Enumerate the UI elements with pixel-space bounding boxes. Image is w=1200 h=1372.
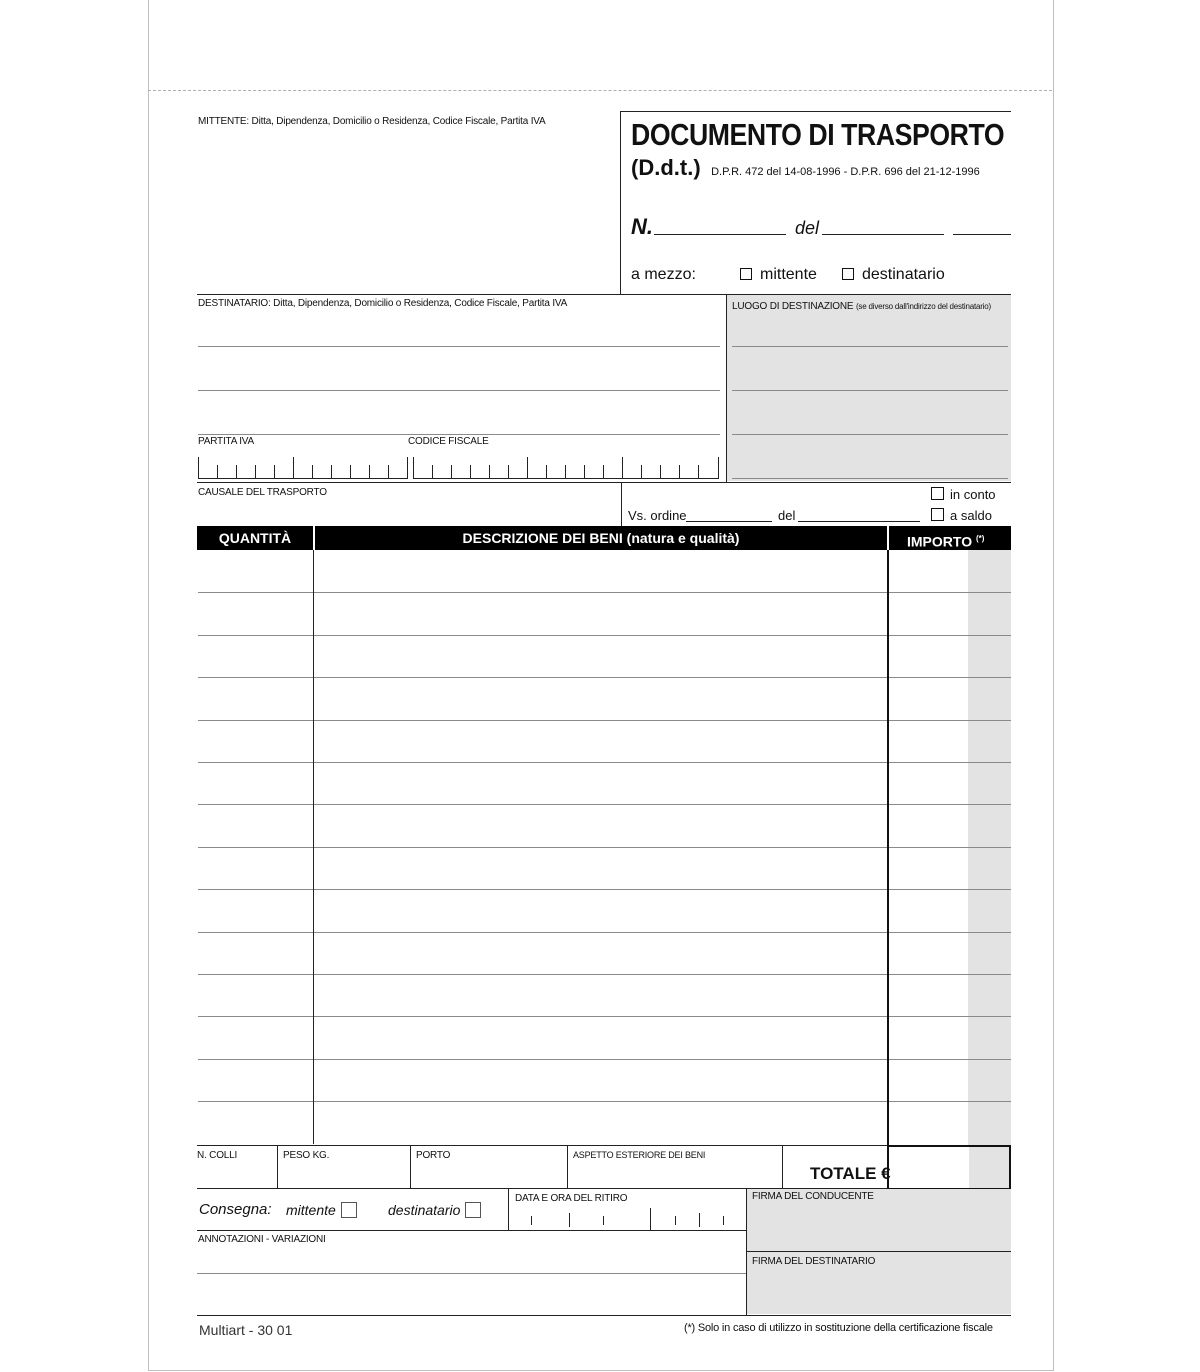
qty-row-line (198, 677, 313, 678)
a-saldo-label: a saldo (950, 508, 992, 523)
consegna-mittente-checkbox[interactable] (341, 1202, 357, 1218)
destinatario-line-3[interactable] (198, 434, 720, 435)
title-divider (620, 111, 621, 295)
description-row-line (314, 889, 887, 890)
date-label: del (795, 218, 820, 238)
amount-row-line (889, 1101, 1011, 1102)
partita-iva-label: PARTITA IVA (198, 436, 254, 447)
destinatario-line-1[interactable] (198, 346, 720, 347)
mezzo-option-destinatario[interactable] (842, 266, 945, 284)
document-title: DOCUMENTO DI TRASPORTO (631, 117, 1005, 152)
destination-note: (se diverso dall'indirizzo del destinatario) (855, 302, 991, 311)
description-row-line (314, 1016, 887, 1017)
amount-row-line (889, 720, 1011, 721)
amount-row-line (889, 847, 1011, 848)
totale-cents-cell[interactable] (969, 1147, 1009, 1188)
ordine-date-input[interactable] (798, 521, 920, 522)
conducente-signature[interactable] (752, 1206, 1007, 1250)
cents-column (968, 550, 1011, 1146)
destination-divider (726, 295, 727, 482)
ritiro-input[interactable] (515, 1208, 745, 1230)
destination-box[interactable] (727, 295, 1011, 481)
causale-label: CAUSALE DEL TRASPORTO (198, 487, 327, 498)
in-conto-label: in conto (950, 487, 996, 502)
description-header: DESCRIZIONE DEI BENI (natura e qualità) (315, 526, 887, 550)
consegna-destinatario-label: destinatario (388, 1202, 461, 1218)
qty-row-line (198, 889, 313, 890)
description-row-line (314, 720, 887, 721)
qty-row-line (198, 974, 313, 975)
mittente-label: MITTENTE: Ditta, Dipendenza, Domicilio o Residenza, Codice Fiscale, Partita IVA (198, 116, 546, 127)
destinatario-signature[interactable] (752, 1270, 1007, 1312)
destination-line-3 (732, 434, 1008, 435)
amount-header-mark: (*) (975, 534, 985, 543)
law-reference: D.P.R. 472 del 14-08-1996 - D.P.R. 696 del 21-12-1996 (711, 166, 980, 178)
ordine-input[interactable] (686, 521, 772, 522)
amount-row-line (889, 804, 1011, 805)
destinatario-label: DESTINATARIO: Ditta, Dipendenza, Domicilio o Residenza, Codice Fiscale, Partita IVA (198, 298, 568, 309)
causale-divider (621, 482, 622, 526)
perforation-line (148, 90, 1052, 91)
consegna-option-mittente[interactable] (286, 1202, 357, 1218)
description-row-line (314, 847, 887, 848)
consegna-option-destinatario[interactable] (388, 1202, 481, 1218)
qty-row-line (198, 720, 313, 721)
description-row-line (314, 1059, 887, 1060)
mezzo-option-mittente[interactable] (740, 266, 817, 284)
qty-row-line (198, 762, 313, 763)
codice-fiscale-input[interactable] (413, 457, 719, 479)
number-input[interactable] (654, 234, 786, 235)
totale-box-right (1009, 1145, 1011, 1190)
consegna-mittente-label: mittente (286, 1202, 336, 1218)
aspetto-label: ASPETTO ESTERIORE DEI BENI (573, 1150, 706, 1160)
colli-label: N. COLLI (197, 1150, 238, 1161)
qty-row-line (198, 635, 313, 636)
partita-iva-input[interactable] (198, 457, 408, 479)
amount-row-line (889, 1016, 1011, 1017)
annotazioni-line-1[interactable] (197, 1273, 746, 1274)
destination-line-4 (732, 478, 1008, 479)
ordine-label: Vs. ordine (628, 508, 687, 523)
mezzo-label: a mezzo: (631, 266, 696, 283)
amount-header-label: IMPORTO (907, 533, 973, 550)
amount-header (889, 526, 1011, 550)
qty-row-line (198, 847, 313, 848)
amount-row-line (889, 677, 1011, 678)
description-row-line (314, 804, 887, 805)
footnote: (*) Solo in caso di utilizzo in sostituzione della certificazione fiscale (684, 1322, 993, 1334)
description-row-line (314, 762, 887, 763)
consegna-destinatario-checkbox[interactable] (465, 1202, 481, 1218)
qty-row-line (198, 1016, 313, 1017)
mezzo-mittente-label: mittente (760, 266, 817, 283)
amount-column-divider (887, 550, 889, 1190)
description-row-line (314, 1101, 887, 1102)
in-conto-option[interactable] (931, 487, 996, 502)
brand-code: Multiart - 30 01 (199, 1322, 293, 1338)
codice-fiscale-label: CODICE FISCALE (408, 436, 489, 447)
amount-row-line (889, 592, 1011, 593)
description-row-line (314, 974, 887, 975)
destination-label-group (732, 301, 991, 312)
in-conto-checkbox[interactable] (931, 487, 944, 500)
amount-row-line (889, 889, 1011, 890)
peso-label: PESO KG. (283, 1150, 330, 1161)
mezzo-destinatario-label: destinatario (862, 266, 945, 283)
causale-top-border (197, 482, 1011, 483)
annotazioni-label: ANNOTAZIONI - VARIAZIONI (198, 1234, 326, 1245)
description-row-line (314, 592, 887, 593)
amount-row-line (889, 1059, 1011, 1060)
form-bottom-border (197, 1315, 1011, 1316)
qty-row-line (198, 1101, 313, 1102)
a-saldo-option[interactable] (931, 508, 992, 523)
qty-row-line (198, 592, 313, 593)
description-row-line (314, 635, 887, 636)
destinatario-sign-label: FIRMA DEL DESTINATARIO (752, 1256, 876, 1267)
amount-row-line (889, 974, 1011, 975)
date-input[interactable] (822, 234, 944, 235)
qty-row-line (198, 932, 313, 933)
mittente-checkbox[interactable] (740, 268, 752, 280)
porto-label: PORTO (416, 1150, 451, 1161)
date-year-input[interactable] (953, 234, 1011, 235)
destinatario-line-2[interactable] (198, 390, 720, 391)
amount-row-line (889, 762, 1011, 763)
destination-line-1 (732, 346, 1008, 347)
mittente-field[interactable] (198, 132, 616, 290)
a-saldo-checkbox[interactable] (931, 508, 944, 521)
destination-line-2 (732, 390, 1008, 391)
destinatario-checkbox[interactable] (842, 268, 854, 280)
description-row-line (314, 932, 887, 933)
amount-row-line (889, 635, 1011, 636)
title-subline (631, 155, 980, 181)
quantity-header: QUANTITÀ (197, 526, 313, 550)
description-row-line (314, 677, 887, 678)
totale-label: TOTALE € (810, 1164, 891, 1183)
number-label: N. (631, 214, 653, 239)
ddt-abbrev: (D.d.t.) (631, 155, 701, 180)
ordine-del-label: del (778, 508, 796, 523)
ritiro-label: DATA E ORA DEL RITIRO (515, 1193, 628, 1204)
destination-label: LUOGO DI DESTINAZIONE (732, 301, 854, 312)
conducente-label: FIRMA DEL CONDUCENTE (752, 1191, 874, 1202)
qty-row-line (198, 804, 313, 805)
causale-input[interactable] (198, 500, 616, 524)
top-border (620, 111, 1011, 112)
consegna-label: Consegna: (199, 1201, 272, 1218)
amount-row-line (889, 932, 1011, 933)
qty-row-line (198, 1059, 313, 1060)
totale-input[interactable] (890, 1147, 968, 1188)
